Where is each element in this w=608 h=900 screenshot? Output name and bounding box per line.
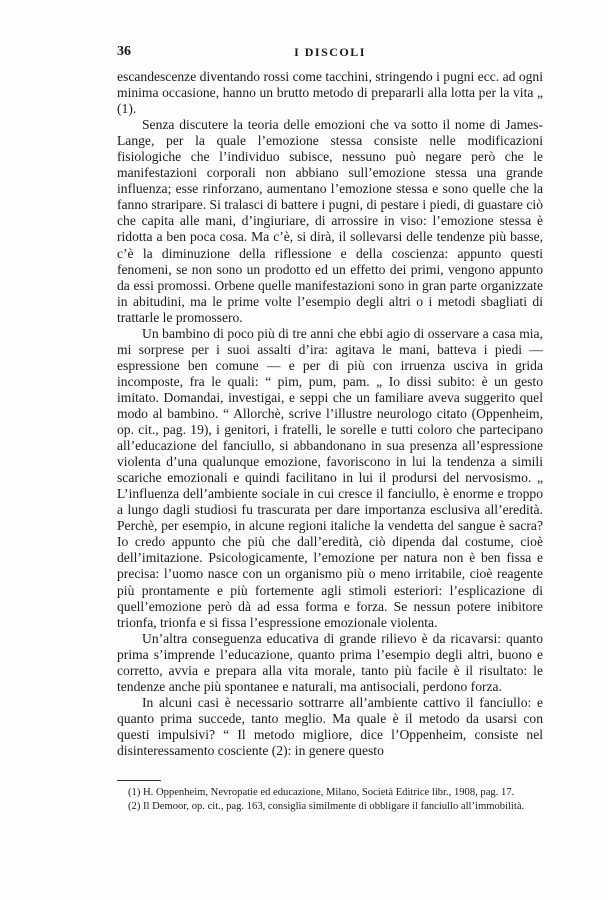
paragraph: Un bambino di poco più di tre anni che ebbi agio di osservare a casa mia, mi sorprese per i suoi assalti d’ira: agitava le mani, batteva i piedi — espressione ben comune — e per di più con irruenza usciva in grida incomposte, fra le quali: “ pim, pum, pam. „ Io dissi subito: è un gesto imitato. Domandai, investigai, e seppi che un familiare aveva suggerito quel modo al bambino. “ Allorchè, scrive l’illustre neurologo citato (Oppenheim, op. cit., pag. 19), i genitori, i fratelli, le sorelle e tutti coloro che partecipano all’educazione del fanciullo, si abbandonano in sua presenza all’espressione violenta d’una qualunque emozione, favoriscono in lui la tendenza a simili scariche emozionali e quindi facilitano in lui il prodursi del nervosismo. „ L’influenza dell’ambiente sociale in cui cresce il fanciullo, è enorme e troppo a lungo dagli studiosi fu trascurata per dare importanza esclusiva all’eredità. Perchè, per esempio, in alcune regioni italiche la vendetta del sangue è sacra? Io credo appunto che più che dall’eredità, ciò dipenda dal costume, cioè dell’imitazione. Psicologicamente, l’emozione per natura non è ben fissa e precisa: l’uomo nasce con un organismo più o meno irritabile, cioè reagente più prontamente e più fortemente agli stimoli esteriori: l’esplicazione di quell’emozione però dà ad essa forma e forza. Se nessun potere inibitore trionfa, trionfa e si fissa l’espressione emozionale violenta. — [117, 325, 543, 630]
page-number: 36 — [117, 44, 131, 59]
paragraph-continued: escandescenze diventando rossi come tacchini, stringendo i pugni ecc. ad ogni minima occasione, hanno un brutto metodo di prepararli alla lotta per la vita „ (1). — [117, 69, 543, 117]
footnotes — [117, 786, 543, 814]
running-head-title: I DISCOLI — [294, 45, 366, 59]
body-text — [117, 69, 543, 759]
footnote: (1) H. Oppenheim, Nevropatie ed educazione, Milano, Società Editrice libr., 1908, pag. 17. — [128, 787, 515, 798]
paragraph: In alcuni casi è necessario sottrarre all’ambiente cattivo il fanciullo: e quanto prima succede, tanto meglio. Ma quale è il metodo da usarsi con questi impulsivi? “ Il metodo migliore, dice l’Oppenheim, consiste nel disinteressamento cosciente (2): in genere questo — [117, 694, 543, 758]
paragraph: Senza discutere la teoria delle emozioni che va sotto il nome di James-Lange, per la quale l’emozione stessa consiste nelle modificazioni fisiologiche che l’individuo subisce, nessuno può negare però che le manifestazioni corporali non abbiano sull’emozione stessa una grande influenza; esse rinforzano, aumentano l’emozione stessa e sono quelle che la fanno straripare. Si tralasci di battere i pugni, di pestare i piedi, di guastare ciò che capita alle mani, d’ingiuriare, di arrossire in viso: l’emozione stessa è ridotta a ben poca cosa. Ma c’è, si dirà, il sollevarsi delle tendenze più basse, c’è la diminuzione della riflessione e della coscienza: appunto questi fenomeni, se non sono un prodotto ed un effetto dei primi, vengono appunto da essi promossi. Orbene quelle manifestazioni sono in gran parte organizzate in abitudini, ma le prime volte l’esempio degli altri o i metodi sbagliati di trattarle le promossero. — [117, 117, 543, 325]
footnote: (2) Il Demoor, op. cit., pag. 163, consiglia similmente di obbligare il fanciullo all’immobilità. — [128, 801, 525, 812]
footnote-divider — [117, 780, 161, 781]
page-header — [117, 44, 543, 62]
paragraph: Un’altra conseguenza educativa di grande rilievo è da ricavarsi: quanto prima s’imprende l’educazione, quanto prima l’esempio degli altri, buono e corretto, avvia e prepara alla vita morale, tanto più facile è il risultato: le tendenze anche più spontanee e naturali, ma antisociali, perdono forza. — [117, 630, 543, 694]
